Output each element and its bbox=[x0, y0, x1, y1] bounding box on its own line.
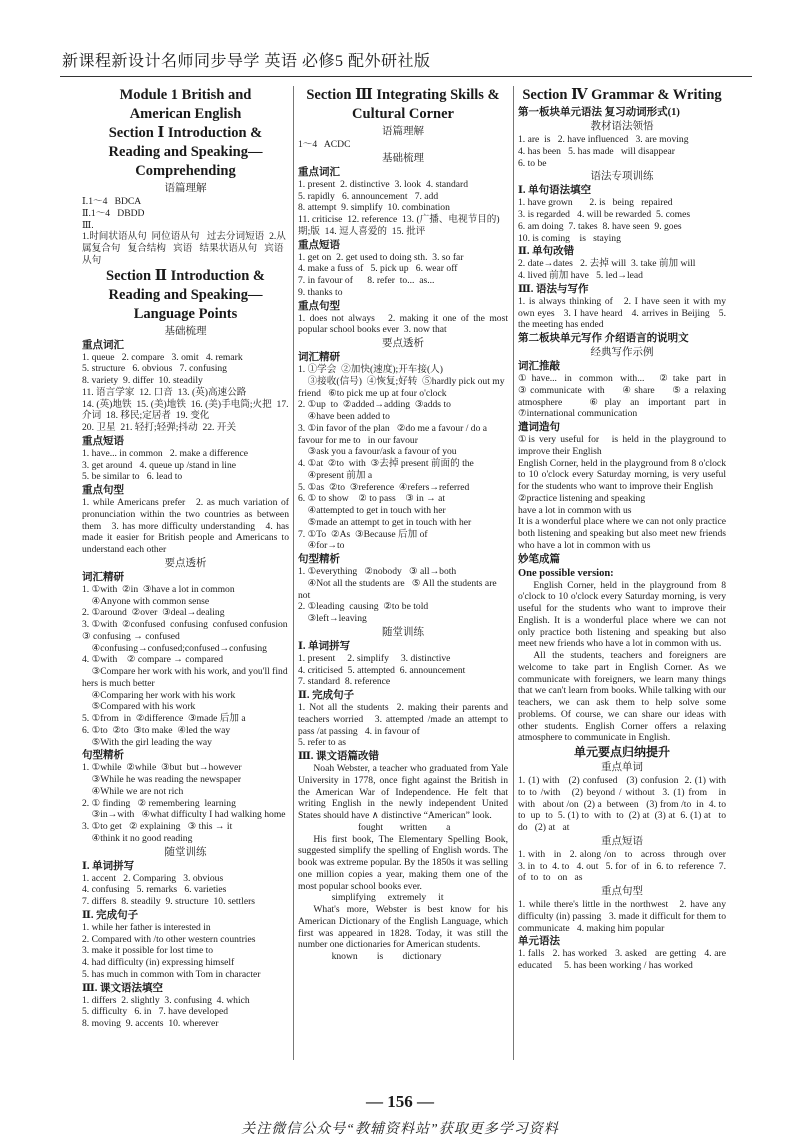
answer-line: 4. ①with ② compare → compared bbox=[82, 654, 224, 666]
answer-line: 1. present 2. distinctive 3. look 4. standard bbox=[298, 178, 468, 190]
answer-line: ④confusing→confused;confused→confusing bbox=[82, 642, 267, 654]
column-divider bbox=[513, 86, 514, 1060]
answer-line: known is dictionary bbox=[298, 951, 442, 962]
answer-column-3 bbox=[518, 86, 734, 972]
answer-line: 9. thanks to bbox=[298, 286, 343, 298]
answer-line: 6. to be bbox=[518, 157, 547, 169]
section-title: Section Ⅰ Introduction & bbox=[108, 125, 263, 141]
answer-line: 1～4 ACDC bbox=[298, 139, 351, 150]
subsection-heading: 重点短语 bbox=[601, 835, 643, 847]
answer-paragraph: English Corner, held in the playground from 8 o'clock to 10 o'clock every Saturday morning, is very useful for the students who want to improve their English bbox=[518, 457, 729, 492]
answer-line: ②practice listening and speaking bbox=[518, 492, 646, 504]
subsection-heading: 基础梳理 bbox=[164, 325, 207, 337]
answer-line: 10. is coming is staying bbox=[518, 232, 621, 244]
answer-line: ③While he was reading the newspaper bbox=[82, 774, 242, 785]
answer-line: 4. had difficulty (in) expressing himself bbox=[82, 957, 235, 968]
sub-heading: 词汇推敲 bbox=[518, 361, 560, 372]
sub-heading: 遣词造句 bbox=[518, 422, 560, 433]
subsection-heading: 语篇理解 bbox=[382, 126, 424, 137]
answer-line: ④for→to bbox=[298, 540, 345, 552]
answer-line: Ⅰ.1～4 BDCA bbox=[82, 196, 142, 207]
section-title: American English bbox=[129, 106, 242, 122]
answer-line: 5. has much in common with Tom in character bbox=[82, 968, 261, 980]
answer-line: 1. are is 2. have influenced 3. are moving bbox=[518, 134, 689, 145]
passage-paragraph: All the students, teachers and foreigners are welcome to take part in English Corner. As we communicate with foreigners, we learn many things that we can't learn from books. While talking with our teachers, we can ask them to help solve some problems. Of course, we can share our ideas with other students. English Corner offers a relaxing atmosphere to communicate in English. bbox=[518, 650, 729, 744]
answer-line: ③Compare her work with his work, and you'll find hers is much better bbox=[82, 666, 291, 689]
answer-line: 2. ①up to ②added→adding ③adds to bbox=[298, 399, 451, 411]
answer-line: 5. ①as ②to ③reference ④refers→referred bbox=[298, 481, 470, 493]
answer-line: 1. accent 2. Comparing 3. obvious bbox=[82, 872, 224, 884]
answer-line: 6. ① to show ② to pass ③ in → at bbox=[298, 493, 446, 505]
answer-line: 2. Compared with /to other western countries bbox=[82, 933, 256, 945]
answer-line: 2. ①around ②over ③deal→dealing bbox=[82, 607, 225, 619]
sub-heading: Ⅲ. 课文语篇改错 bbox=[298, 751, 380, 762]
answer-line: 6. am doing 7. takes 8. have seen 9. goes bbox=[518, 220, 682, 232]
answer-line: 11. criticise 12. reference 13. (广播、电视节目的)期;版 14. 逗人喜爱的 15. 批评 bbox=[298, 214, 500, 237]
answer-line: 2. ① finding ② remembering learning bbox=[82, 797, 236, 809]
answer-line: 4. criticised 5. attempted 6. announcement bbox=[298, 664, 466, 676]
subsection-heading: 基础梳理 bbox=[382, 152, 424, 164]
answer-line: 5. refer to as bbox=[298, 737, 346, 749]
sub-heading: 词汇精研 bbox=[298, 352, 340, 363]
header-rule bbox=[60, 76, 752, 77]
answer-line: 20. 卫星 21. 轻打;轻弹;抖动 22. 开关 bbox=[82, 422, 237, 433]
answer-line: 11. 语言学家 12. 口音 13. (英)高速公路 bbox=[82, 386, 247, 398]
answer-line: 1. present 2. simplify 3. distinctive bbox=[298, 652, 451, 664]
sub-heading: 句型精析 bbox=[298, 554, 340, 565]
section-title: Reading and Speaking— bbox=[108, 286, 263, 303]
answer-line: 14. (英)地铁 15. (美)地铁 16. (美)手电筒;火把 17. 介词 18. 移民;定居者 19. 变化 bbox=[82, 398, 291, 422]
answer-line: 5. structure 6. obvious 7. confusing bbox=[82, 363, 227, 375]
answer-paragraph: 1. is always thinking of 2. I have seen it with my own eyes 3. I have heard 4. arrives in Beijing 5. the meeting has ended bbox=[518, 295, 729, 331]
answer-paragraph: 1. (1) with (2) confused (3) confusion 2. (1) with to to /with (2) beyond / without 3. (1) from in with about /on (2) a between (3) from /to in 4. to to up to 5. (1) to with to (2) at (3) at 6. (1) at to do (2) at at bbox=[518, 775, 734, 833]
answer-line: 1. ①while ②while ③but but→however bbox=[82, 762, 242, 774]
subsection-heading: 随堂训练 bbox=[382, 626, 424, 638]
answer-line: 5. ①from in ②difference ③made 后加 a bbox=[82, 713, 246, 724]
answer-paragraph: 1. does not always 2. making it one of the most popular school books ever 3. now that bbox=[298, 312, 511, 336]
answer-paragraph: 1. while Americans prefer 2. as much variation of pronunciation within the two countries as between them 3. has more difficulty understanding 4. has made it easier for British people and Americans to understand each other bbox=[82, 497, 292, 555]
answer-paragraph: 1. Not all the students 2. making their parents and teachers worried 3. attempted /made an attempt to pass /at passing 4. in favour of bbox=[298, 702, 511, 737]
answer-line: 4. confusing 5. remarks 6. varieties bbox=[82, 884, 227, 896]
answer-line: 1. ①学会 ②加快(速度);开车接(人) bbox=[298, 364, 443, 375]
answer-line: ④have been added to bbox=[298, 411, 390, 422]
answer-line: 4. make a fuss of 5. pick up 6. wear off bbox=[298, 263, 458, 275]
answer-line: 2. ①leading causing ②to be told bbox=[298, 601, 429, 613]
answer-line: ④attempted to get in touch with her bbox=[298, 505, 446, 516]
answer-line: ③left→leaving bbox=[298, 613, 367, 624]
page-number: — 156 — bbox=[366, 1092, 434, 1111]
answer-line: 3. get around 4. queue up /stand in line bbox=[82, 459, 237, 471]
answer-line: ⑤With the girl leading the way bbox=[82, 736, 212, 748]
answer-line: 1. ①with ②in ③have a lot in common bbox=[82, 583, 235, 595]
answer-line: 3. make it possible for lost time to bbox=[82, 945, 214, 957]
sub-heading: Ⅰ. 单词拼写 bbox=[82, 860, 135, 872]
subsection-heading: 重点句型 bbox=[601, 886, 643, 897]
subsection-heading: 语法专项训练 bbox=[590, 171, 654, 183]
sub-heading: 妙笔成篇 bbox=[518, 553, 560, 565]
answer-paragraph: ①is very useful for is held in the playground to improve their English bbox=[518, 434, 729, 457]
answer-line: Ⅱ.1～4 DBDD bbox=[82, 207, 145, 219]
answer-line: 3. ①with ②confused confusing confused confusion ③ confusing → confused bbox=[82, 619, 298, 642]
answer-line: fought written a bbox=[298, 821, 451, 833]
sub-heading: Ⅲ. 语法与写作 bbox=[518, 283, 589, 295]
answer-line: 2. date→dates 2. 去掉 will 3. take 前加 will bbox=[518, 258, 696, 270]
answer-line: 3. ①to get ② explaining ③ this → it bbox=[82, 821, 233, 832]
answer-line: 7. standard 8. reference bbox=[298, 676, 391, 688]
answer-line: ⑤Compared with his work bbox=[82, 701, 196, 713]
answer-line: Ⅲ. bbox=[82, 219, 94, 231]
sub-heading: 句型精析 bbox=[82, 750, 124, 762]
section-title: Section Ⅳ Grammar & Writing bbox=[522, 87, 722, 103]
passage-paragraph: English Corner, held in the playground from 8 o'clock to 10 o'clock every Saturday morning, is very useful for the students who want to improve their English. It is a wonderful place where we can not only practice both listening and speaking but also meet new friends who have a lot in common with us. bbox=[518, 579, 729, 650]
answer-line: 7. ①To ②As ③Because 后加 of bbox=[298, 528, 428, 540]
footer-watermark-text: 关注微信公众号“教辅资料站”获取更多学习资料 bbox=[241, 1122, 559, 1137]
sub-heading: 重点句型 bbox=[298, 300, 340, 312]
answer-line: 1. have... in common 2. make a difference bbox=[82, 447, 249, 459]
sub-heading: 重点词汇 bbox=[82, 339, 124, 351]
subsection-heading: 重点单词 bbox=[601, 762, 643, 773]
sub-heading: 单元语法 bbox=[518, 936, 560, 948]
answer-line: ④Anyone with common sense bbox=[82, 595, 210, 607]
answer-line: 1. while her father is interested in bbox=[82, 921, 211, 933]
answer-line: 4. lived 前加 have 5. led→lead bbox=[518, 270, 643, 281]
answer-line: 8. variety 9. differ 10. steadily bbox=[82, 375, 203, 386]
answer-line: 4. ①at ②to with ③去掉 present 前面的 the bbox=[298, 458, 474, 469]
sub-heading: Ⅰ. 单句语法填空 bbox=[518, 185, 592, 197]
sub-heading: 重点短语 bbox=[82, 435, 124, 447]
sub-heading: 第二板块单元写作 介绍语言的说明文 bbox=[518, 333, 689, 344]
sub-heading: 重点短语 bbox=[298, 239, 340, 251]
answer-line: ④present 前加 a bbox=[298, 469, 373, 481]
subsection-heading: 教材语法领悟 bbox=[590, 121, 654, 132]
answer-line: 8. moving 9. accents 10. wherever bbox=[82, 1018, 219, 1029]
sub-heading: 词汇精研 bbox=[82, 571, 124, 583]
answer-line: 1. get on 2. get used to doing sth. 3. so far bbox=[298, 251, 464, 263]
answer-line: 1. differs 2. slightly 3. confusing 4. which bbox=[82, 994, 250, 1006]
answer-line: have a lot in common with us bbox=[518, 504, 632, 516]
section-title: Comprehending bbox=[135, 163, 236, 179]
answer-paragraph: 1. while there's little in the northwest 2. have any difficulty (in) passing 3. made it difficult for them to communicate 4. making him popular bbox=[518, 899, 729, 934]
sub-heading: 重点句型 bbox=[82, 485, 124, 496]
answer-line: 7. differs 8. steadily 9. structure 10. settlers bbox=[82, 896, 256, 907]
sub-heading: Ⅱ. 完成句子 bbox=[298, 690, 355, 701]
answer-paragraph: 1. with in 2. along /on to across through over 3. in to 4. to 4. out 5. for of in 6. to reference 7. of to to on as bbox=[518, 848, 731, 884]
section-title: Section Ⅲ Integrating Skills & bbox=[306, 87, 500, 103]
answer-column-1 bbox=[82, 86, 298, 1030]
sub-heading: Ⅲ. 课文语法填空 bbox=[82, 982, 164, 994]
subsection-heading: 要点透析 bbox=[382, 338, 424, 349]
answer-line: 7. in favour of 8. refer to... as... bbox=[298, 275, 435, 286]
answer-paragraph: It is a wonderful place where we can not only practice both listening and speaking but also meet new friends who have a lot in common with us bbox=[518, 516, 729, 551]
passage-paragraph: His first book, The Elementary Spelling Book, suggested simplify the spelling of English words. The book was extreme popular. By the 1850s it was selling one million copies a year, making them one of the most popular school books ever. bbox=[298, 833, 511, 892]
sub-heading: 第一板块单元语法 复习动词形式(1) bbox=[518, 107, 680, 118]
sub-heading: Ⅱ. 单句改错 bbox=[518, 246, 575, 258]
answer-line: ③ask you a favour/ask a favour of you bbox=[298, 446, 457, 458]
column-divider bbox=[293, 86, 294, 1060]
answer-line: ④Not all the students are ⑤ All the students are not bbox=[298, 577, 500, 601]
answer-line: 3. is regarded 4. will be rewarded 5. comes bbox=[518, 209, 691, 220]
passage-paragraph: What's more, Webster is best know for his American Dictionary of the English Language, which first was appeared in 1828. Today, it was still the number one dictionaries for American students. bbox=[298, 904, 511, 951]
subsection-heading: 随堂训练 bbox=[164, 846, 207, 858]
answer-line: 1. ①everything ②nobody ③ all→both bbox=[298, 566, 457, 577]
section-title: Module 1 British and bbox=[119, 87, 252, 103]
answer-line: ⑤made an attempt to get in touch with her bbox=[298, 516, 472, 528]
answer-line: 5. be similar to 6. lead to bbox=[82, 471, 183, 483]
answer-line: 5. rapidly 6. announcement 7. add bbox=[298, 190, 439, 202]
answer-line: 3. ①in favor of the plan ②do me a favour / do a favour for me to in our favour bbox=[298, 422, 490, 446]
sub-heading: Ⅱ. 完成句子 bbox=[82, 909, 139, 921]
answer-line: ④Comparing her work with his work bbox=[82, 689, 236, 701]
section-title: Language Points bbox=[133, 305, 238, 322]
running-header: 新课程新设计名师同步导学 英语 必修5 配外研社版 bbox=[62, 53, 431, 70]
sub-heading: One possible version: bbox=[518, 567, 614, 579]
section-title: Cultural Corner bbox=[352, 106, 454, 122]
answer-line: ④think it no good reading bbox=[82, 832, 193, 844]
sub-heading: 重点词汇 bbox=[298, 166, 340, 178]
answer-line: 4. has been 5. has made will disappear bbox=[518, 145, 675, 157]
answer-paragraph: ①have... in common with... ②take part in ③communicate with ④share ⑤a relaxing atmosphere ⑥play an important part in ⑦international communication bbox=[518, 373, 734, 420]
answer-line: ③in→with ④what difficulty I had walking home bbox=[82, 809, 286, 821]
section-title: 单元要点归纳提升 bbox=[573, 745, 670, 759]
passage-paragraph: Noah Webster, a teacher who graduated from Yale University in 1778, once fight against the British in the American War of Independence. He felt that writing English in the newly independent United States should have ∧ distinctive “American” look. bbox=[298, 763, 511, 821]
answer-line: 5. difficulty 6. in 7. have developed bbox=[82, 1006, 229, 1018]
answer-line: simplifying extremely it bbox=[298, 892, 444, 904]
answer-line: 6. ①to ②to ③to make ④led the way bbox=[82, 724, 231, 736]
answer-line: ④While we are not rich bbox=[82, 785, 184, 797]
sub-heading: Ⅰ. 单词拼写 bbox=[298, 640, 351, 652]
answer-line: 1. queue 2. compare 3. omit 4. remark bbox=[82, 351, 243, 363]
answer-line: 1. have grown 2. is being repaired bbox=[518, 197, 673, 209]
section-title: Reading and Speaking— bbox=[108, 144, 263, 160]
subsection-heading: 要点透析 bbox=[164, 557, 207, 569]
subsection-heading: 语篇理解 bbox=[164, 183, 207, 194]
section-title: Section Ⅱ Introduction & bbox=[106, 267, 265, 284]
answer-line: 1.时间状语从句 同位语从句 过去分词短语 2.从属复合句 复合结构 宾语 结果状语从句 宾语从句 bbox=[82, 231, 286, 266]
answer-line: 8. attempt 9. simplify 10. combination bbox=[298, 202, 450, 214]
answer-paragraph: 1. falls 2. has worked 3. asked are getting 4. are educated 5. has been working / has worked bbox=[518, 948, 729, 971]
answer-line: ③接收(信号) ④恢复;好转 ⑤hardly pick out my friend ⑥to pick me up at four o'clock bbox=[298, 375, 507, 399]
answer-column-2 bbox=[298, 86, 511, 963]
subsection-heading: 经典写作示例 bbox=[590, 347, 654, 358]
